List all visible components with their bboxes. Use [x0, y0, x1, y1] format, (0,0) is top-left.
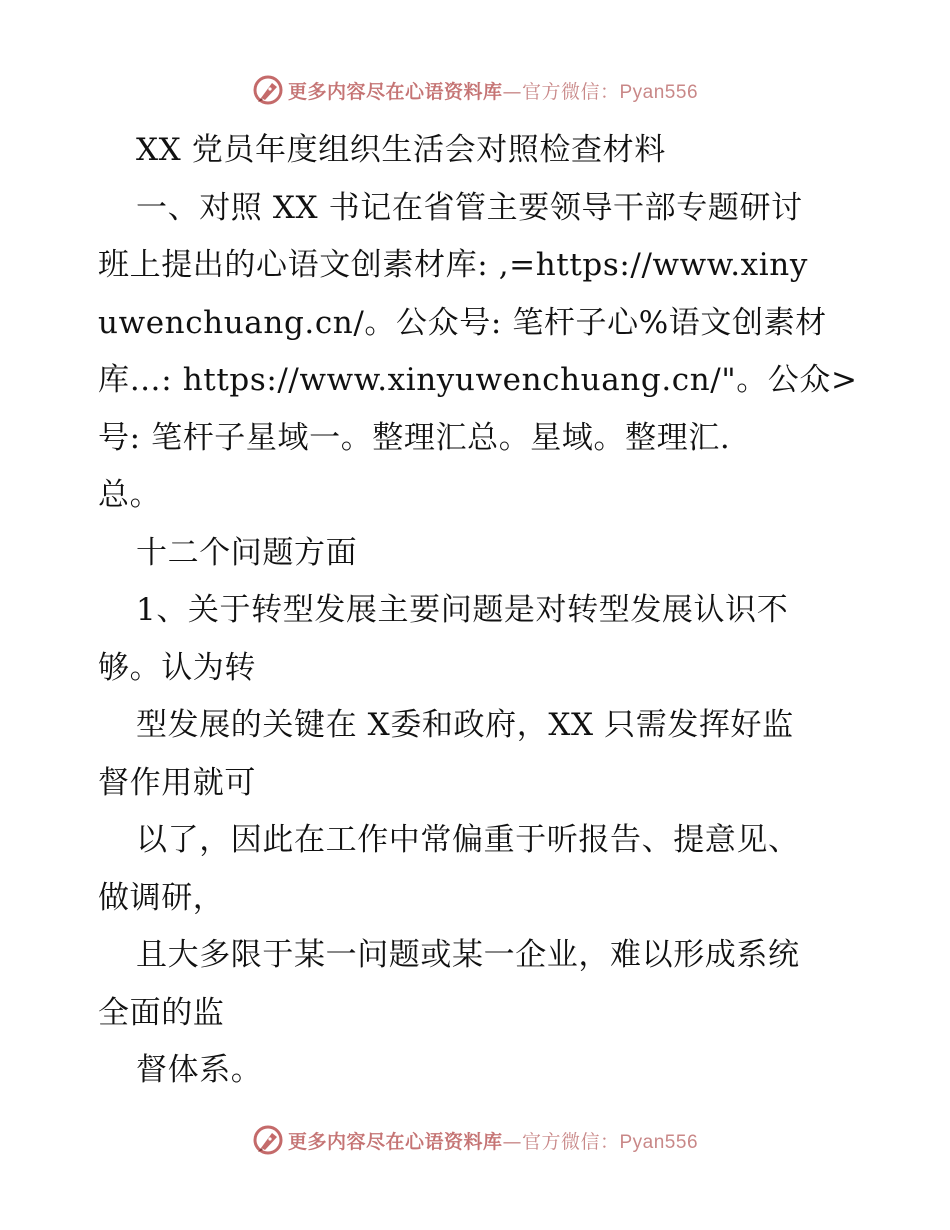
paragraph-line: 型发展的关键在 X委和政府，XX 只需发挥好监	[136, 707, 794, 743]
watermark-brand: 更多内容尽在心语资料库	[287, 80, 503, 103]
paragraph-line: 班上提出的心语文创素材库: ,=https://www.xiny	[98, 247, 808, 283]
watermark-wechat-id: Pyan556	[619, 81, 699, 103]
paragraph-line: uwenchuang.cn/。公众号: 笔杆子心%语文创素材	[98, 304, 827, 341]
watermark-wechat-label: 官方微信：	[521, 1130, 620, 1153]
pen-nib-logo-icon	[252, 1124, 284, 1156]
header-watermark	[0, 70, 950, 110]
paragraph-line: 号: 笔杆子星域一。整理汇总。星域。整理汇.	[98, 419, 731, 456]
paragraph-line: 以了，因此在工作中常偏重于听报告、提意见、	[136, 822, 800, 858]
paragraph-line: 督体系。	[136, 1052, 263, 1088]
paragraph-line: 1、关于转型发展主要问题是对转型发展认识不	[136, 592, 789, 628]
pen-nib-logo-icon	[252, 74, 284, 106]
document-body	[98, 122, 858, 1100]
watermark-brand: 更多内容尽在心语资料库	[287, 1130, 503, 1153]
footer-watermark	[0, 1120, 950, 1160]
document-title: XX 党员年度组织生活会对照检查材料	[136, 132, 666, 168]
paragraph-line: 总。	[98, 477, 162, 513]
watermark-wechat-id: Pyan556	[619, 1131, 699, 1153]
paragraph-line: 督作用就可	[98, 764, 256, 801]
paragraph-line: 且大多限于某一问题或某一企业，难以形成系统	[136, 937, 800, 973]
paragraph-line: 一、对照 XX 书记在省管主要领导干部专题研讨	[136, 189, 803, 226]
watermark-wechat-label: 官方微信：	[521, 80, 620, 103]
watermark-dash: —	[502, 1130, 522, 1153]
paragraph-line: 库…: https://www.xinyuwenchuang.cn/"。公众>	[98, 362, 858, 398]
section-heading: 十二个问题方面	[136, 534, 358, 571]
paragraph-line: 够。认为转	[98, 649, 256, 686]
watermark-dash: —	[502, 80, 522, 103]
watermark-text	[288, 77, 698, 104]
watermark-text	[288, 1127, 698, 1154]
paragraph-line: 做调研，	[98, 879, 225, 916]
paragraph-line: 全面的监	[98, 994, 225, 1031]
